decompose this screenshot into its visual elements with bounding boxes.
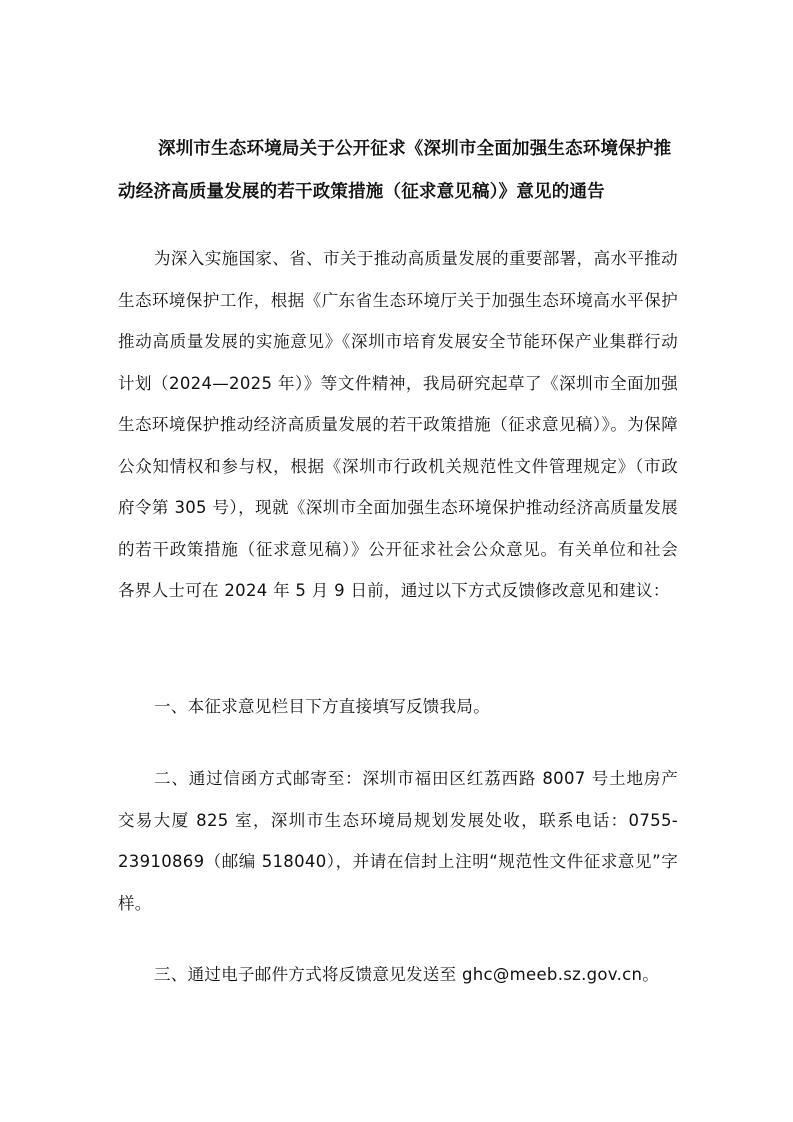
intro-paragraph: 为深入实施国家、省、市关于推动高质量发展的重要部署，高水平推动生态环境保护工作，根据《广东省生态环境厅关于加强生态环境高水平保护推动高质量发展的实施意见》《深圳市培育发展安全节能环保产业集群行动计划（2024—2025 年）》等文件精神，我局研究起草了《深圳市全面加强生态环境保护推动经济高质量发展的若干政策措施（征求意见稿）》。为保障公众知情权和参与权，根据《深圳市行政机关规范性文件管理规定》（市政府令第 305 号），现就《深圳市全面加强生态环境保护推动经济高质量发展的若干政策措施（征求意见稿）》公开征求社会公众意见。有关单位和社会各界人士可在 2024 年 5 月 9 日前，通过以下方式反馈修改意见和建议： [118, 249, 678, 600]
document-title: 深圳市生态环境局关于公开征求《深圳市全面加强生态环境保护推动经济高质量发展的若干政策措施（征求意见稿）》意见的通告 [118, 139, 672, 202]
feedback-method-2: 二、通过信函方式邮寄至：深圳市福田区红荔西路 8007 号土地房产交易大厦 825 室，深圳市生态环境局规划发展处收，联系电话：0755-23910869（邮编 518040），并请在信封上注明“规范性文件征求意见”字样。 [118, 769, 678, 913]
feedback-method-3: 三、通过电子邮件方式将反馈意见发送至 ghc@meeb.sz.gov.cn。 [154, 965, 660, 984]
feedback-method-1: 一、本征求意见栏目下方直接填写反馈我局。 [154, 697, 490, 716]
